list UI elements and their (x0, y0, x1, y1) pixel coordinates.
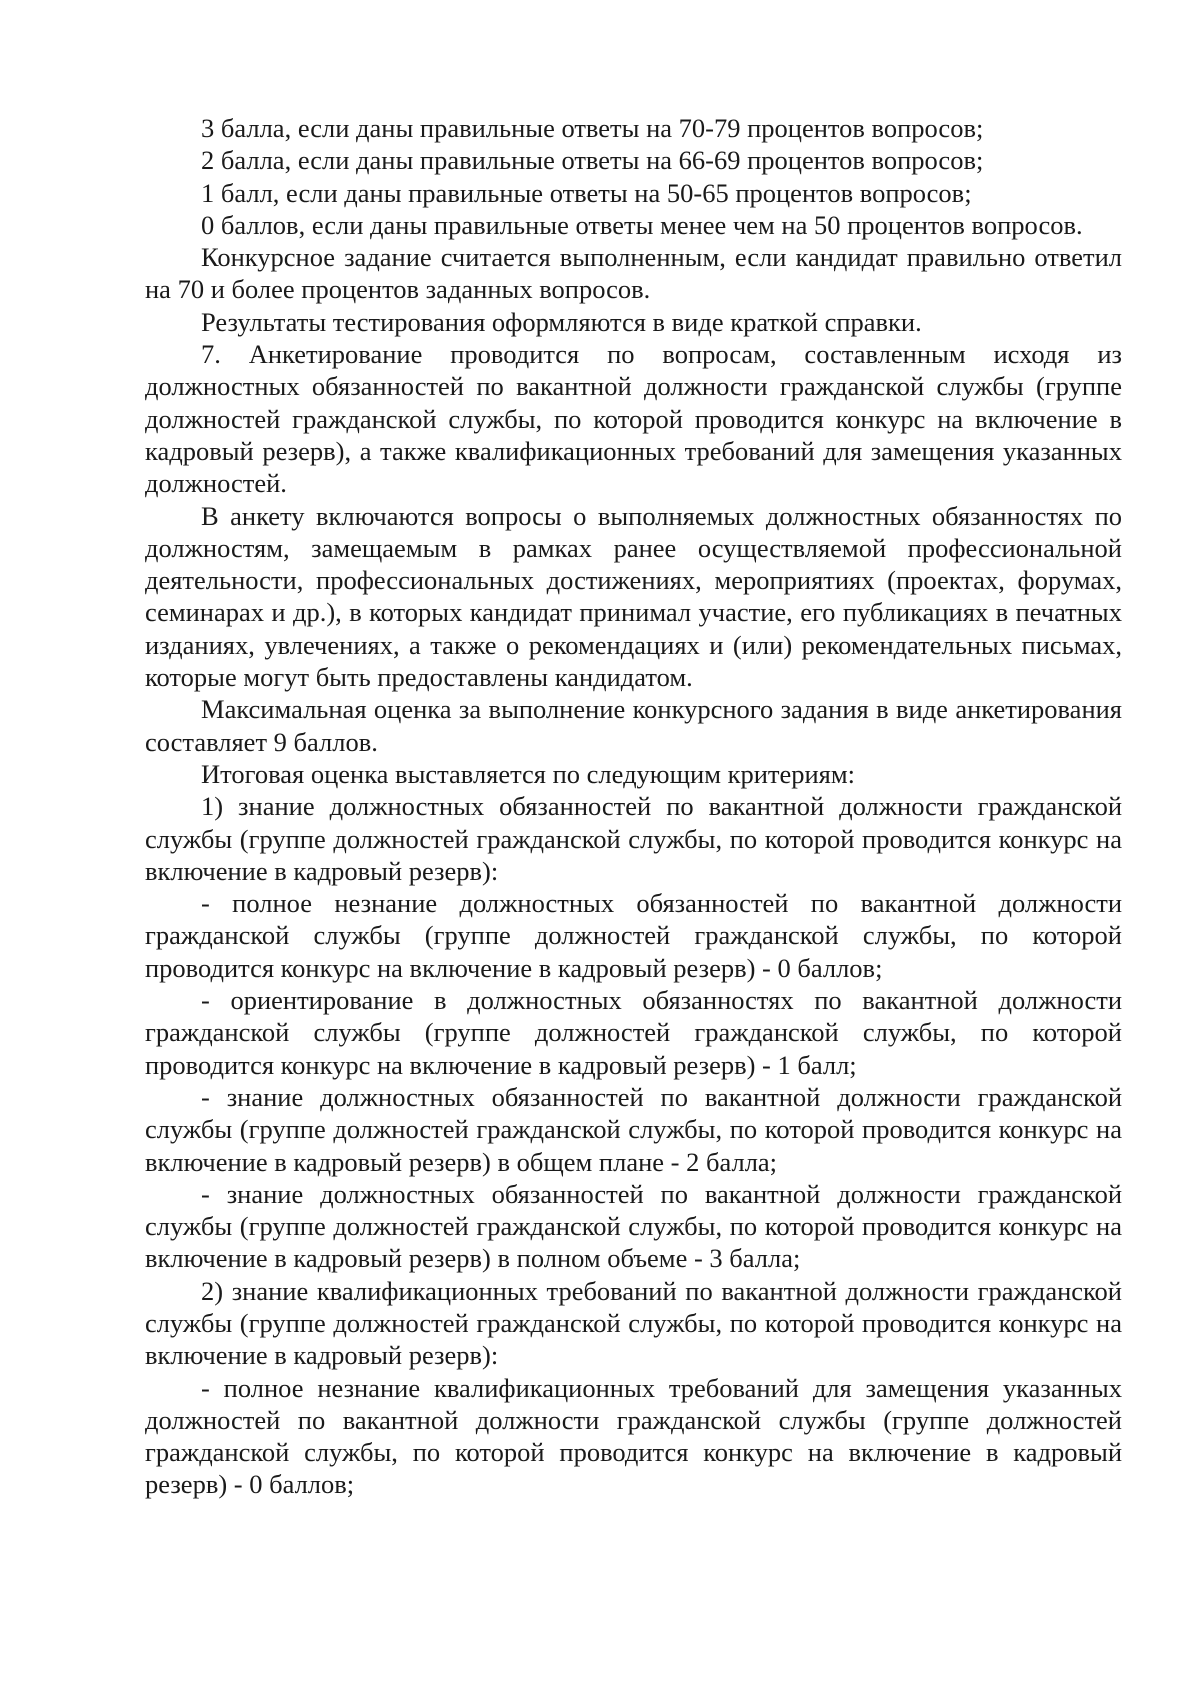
paragraph-criterion-1-score-3: - знание должностных обязанностей по вакантной должности гражданской службы (группе должностей гражданской службы, по которой проводится конкурс на включение в кадровый резерв) в полном объеме - 3 балла; (145, 1178, 1122, 1274)
paragraph-criterion-2-score-0: - полное незнание квалификационных требований для замещения указанных должностей по вакантной должности гражданской службы (группе должностей гражданской службы, по которой проводится конкурс на включение в кадровый резерв) - 0 баллов; (145, 1372, 1122, 1500)
paragraph-test-results: Результаты тестирования оформляются в виде краткой справки. (201, 306, 922, 337)
document-body (145, 112, 1122, 1501)
paragraph-criterion-2: 2) знание квалификационных требований по вакантной должности гражданской службы (группе должностей гражданской службы, по которой проводится конкурс на включение в кадровый резерв): (145, 1275, 1122, 1371)
paragraph-final-score-criteria: Итоговая оценка выставляется по следующим критериям: (201, 758, 855, 789)
paragraph-score-2: 2 балла, если даны правильные ответы на 66-69 процентов вопросов; (201, 145, 984, 176)
paragraph-criterion-1: 1) знание должностных обязанностей по вакантной должности гражданской службы (группе должностей гражданской службы, по которой проводится конкурс на включение в кадровый резерв): (145, 791, 1122, 886)
paragraph-criterion-1-score-1: - ориентирование в должностных обязанностях по вакантной должности гражданской службы (группе должностей гражданской службы, по которой проводится конкурс на включение в кадровый резерв) - 1 балл; (145, 985, 1122, 1080)
paragraph-task-completed: Конкурсное задание считается выполненным, если кандидат правильно ответил на 70 и более процентов заданных вопросов. (145, 242, 1122, 305)
paragraph-item-7-survey: 7. Анкетирование проводится по вопросам, составленным исходя из должностных обязанностей по вакантной должности гражданской службы (группе должностей гражданской службы, по которой проводится конкурс на включение в кадровый резерв), а также квалификационных требований для замещения указанных должностей. (145, 339, 1122, 499)
paragraph-score-0: 0 баллов, если даны правильные ответы менее чем на 50 процентов вопросов. (201, 209, 1083, 240)
paragraph-criterion-1-score-0: - полное незнание должностных обязанностей по вакантной должности гражданской службы (группе должностей гражданской службы, по которой проводится конкурс на включение в кадровый резерв) - 0 баллов; (145, 888, 1122, 983)
paragraph-score-1: 1 балл, если даны правильные ответы на 50-65 процентов вопросов; (201, 177, 972, 208)
paragraph-criterion-1-score-2: - знание должностных обязанностей по вакантной должности гражданской службы (группе должностей гражданской службы, по которой проводится конкурс на включение в кадровый резерв) в общем плане - 2 балла; (145, 1081, 1122, 1177)
paragraph-score-3: 3 балла, если даны правильные ответы на 70-79 процентов вопросов; (201, 113, 984, 143)
paragraph-max-score: Максимальная оценка за выполнение конкурсного задания в виде анкетирования составляет 9 баллов. (145, 694, 1122, 757)
paragraph-survey-questions: В анкету включаются вопросы о выполняемых должностных обязанностях по должностям, замещаемым в рамках ранее осуществляемой профессиональной деятельности, профессиональных достижениях, мероприятиях (проектах, форумах, семинарах и др.), в которых кандидат принимал участие, его публикациях в печатных изданиях, увлечениях, а также о рекомендациях и (или) рекомендательных письмах, которые могут быть предоставлены кандидатом. (145, 500, 1122, 693)
